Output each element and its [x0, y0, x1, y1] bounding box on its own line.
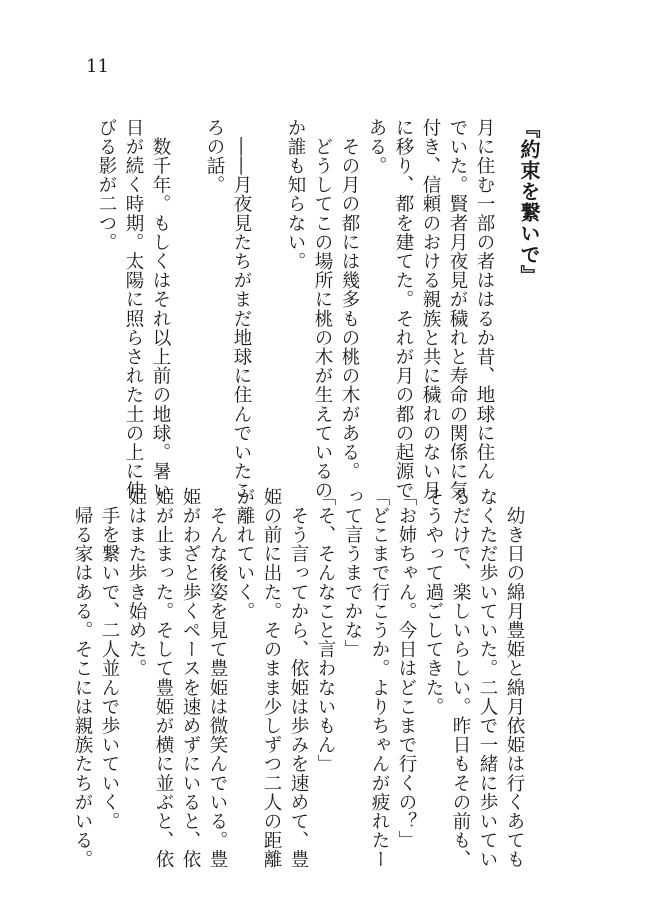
text-line: どうしてこの場所に桃の木が生えているの [312, 118, 333, 500]
lower-text-block [69, 487, 528, 869]
text-line: 数千年。もしくはそれ以上前の地球。暑い [150, 118, 171, 500]
text-line [255, 118, 282, 458]
text-line: 日が続く時期。太陽に照らされた土の上に伸 [123, 118, 144, 500]
text-line: 幼き日の綿月豊姫と綿月依姫は行くあても [504, 487, 525, 869]
story-title: 『約束を繋いで』 [517, 118, 541, 286]
text-line: 手を繋いで、二人並んで歩いていく。 [99, 487, 120, 831]
text-line: なくただ歩いていた。二人で一緒に歩いてい [477, 487, 498, 869]
text-line: でいた。賢者月夜見が穢れと寿命の関係に気 [447, 118, 468, 500]
text-line: 「そ、そんなこと言わないもん」 [315, 487, 336, 774]
text-line: って言うまでかな」 [342, 487, 363, 659]
text-line: が離れていく。 [234, 487, 255, 621]
text-line: 付き、信頼のおける親族と共に穢れのない月 [420, 118, 441, 500]
text-line: びる影が二つ。 [96, 118, 117, 252]
text-line: 「どこまで行こうか。よりちゃんが疲れたー [369, 487, 390, 869]
text-line: るだけで、楽しいらしい。昨日もその前も、 [450, 487, 471, 869]
text-line: その月の都には幾多もの桃の木がある。 [339, 118, 360, 481]
upper-text-block [93, 118, 498, 500]
text-line: か誰も知らない。 [285, 118, 306, 271]
text-line: 姫がわざと歩くペースを速めずにいると、依 [180, 487, 201, 869]
text-line: 姫が止まった。そして豊姫が横に並ぶと、依 [153, 487, 174, 869]
page-number: 11 [86, 56, 109, 77]
text-line: ――月夜見たちがまだ地球に住んでいたこ [231, 118, 252, 500]
text-line: に移り、都を建てた。それが月の都の起源で [393, 118, 414, 500]
text-line: そんな後姿を見て豊姫は微笑んでいる。豊 [207, 487, 228, 869]
text-line: 帰る家はある。そこには親族たちがいる。 [72, 487, 93, 869]
text-line: そう言ってから、依姫は歩みを速めて、豊 [288, 487, 309, 869]
text-line: 月に住む一部の者ははるか昔、地球に住ん [474, 118, 495, 481]
text-line: そうやって過ごしてきた。 [423, 487, 444, 717]
text-line: 姫はまた歩き始めた。 [126, 487, 147, 678]
text-line [174, 118, 201, 458]
text-line: 姫の前に出た。そのまま少しずつ二人の距離 [261, 487, 282, 869]
text-line: ろの話。 [204, 118, 225, 195]
text-line: ある。 [366, 118, 387, 176]
text-line: 「お姉ちゃん。今日はどこまで行くの？」 [396, 487, 417, 850]
